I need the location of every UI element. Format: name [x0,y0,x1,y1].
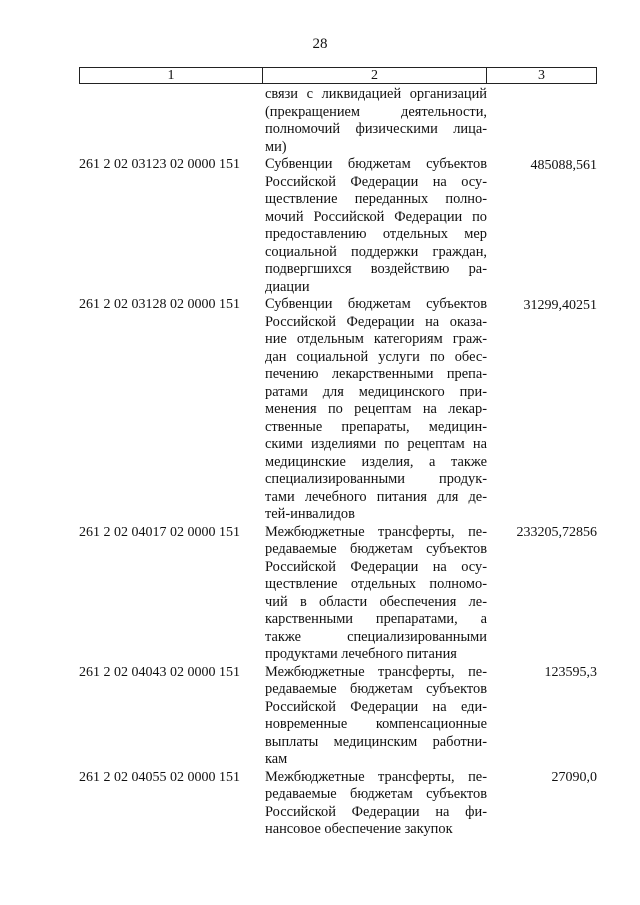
description-line: ратами для медицинского при- [265,383,487,400]
description-line: медицинские изделия, а также [265,453,487,470]
description-line: Субвенции бюджетам субъектов [265,156,487,172]
description-line: Субвенции бюджетам субъектов [265,296,487,312]
row-amount: 31299,40251 [523,297,597,313]
description-line: полномочий физическими лица- [265,121,487,137]
description-line: Межбюджетные трансферты, пе- [265,663,487,680]
description-line: Российской Федерации на фи- [265,803,487,820]
table-row [79,769,597,839]
budget-code: 261 2 02 03123 02 0000 151 [79,157,240,172]
description-line: диации [265,278,310,295]
description-line: продуктами лечебного питания [265,646,457,662]
row-description [265,296,487,524]
description-line: редаваемые бюджетам субъектов [265,541,487,557]
row-amount: 27090,0 [551,770,597,785]
description-line: также специализированными [265,628,487,645]
table-header [79,67,597,84]
row-description [265,664,487,769]
description-line: Российской Федерации на оказа- [265,313,487,330]
column-header-1: 1 [80,68,263,83]
row-amount: 485088,561 [530,157,597,173]
description-line: (прекращением деятельности, [265,103,487,120]
budget-code: 261 2 02 04043 02 0000 151 [79,664,240,680]
description-line: нансовое обеспечение закупок [265,821,453,837]
description-line: редаваемые бюджетам субъектов [265,681,487,697]
description-line: ществление переданных полно- [265,191,487,207]
description-line: Российской Федерации на еди- [265,698,487,715]
column-header-2: 2 [263,68,487,83]
budget-table-body [79,86,597,839]
description-line: Российской Федерации на осу- [265,173,487,190]
description-line: карственными препаратами, а [265,611,487,627]
description-line: выплаты медицинским работни- [265,733,487,750]
description-line: предоставлению отдельных мер [265,226,487,242]
row-amount: 123595,3 [544,665,597,680]
row-description [265,86,487,156]
description-line: ми) [265,138,287,155]
description-line: ществление отдельных полномо- [265,576,487,592]
page-number: 28 [312,36,328,52]
description-line: печению лекарственными препа- [265,366,487,382]
budget-code: 261 2 02 04017 02 0000 151 [79,524,240,540]
description-line: мочий Российской Федерации по [265,208,487,225]
budget-code: 261 2 02 03128 02 0000 151 [79,297,240,312]
description-line: тей-инвалидов [265,506,355,522]
description-line: подвергшихся воздействию ра- [265,261,487,277]
description-line: специализированными продук- [265,471,487,487]
description-line: ние отдельным категориям граж- [265,331,487,347]
row-amount: 233205,72856 [516,525,597,540]
description-line: Межбюджетные трансферты, пе- [265,768,487,785]
description-line: социальной поддержки граждан, [265,243,487,260]
description-line: менения по рецептам на лекар- [265,401,487,417]
description-line: чий в области обеспечения ле- [265,593,487,610]
row-description [265,769,487,839]
description-line: новременные компенсационные [265,716,487,732]
column-header-3: 3 [538,68,545,83]
description-line: скими изделиями по рецептам на [265,436,487,452]
budget-code: 261 2 02 04055 02 0000 151 [79,769,240,785]
description-line: ственные препараты, медицин- [265,418,487,435]
description-line: Межбюджетные трансферты, пе- [265,523,487,540]
description-line: тами лечебного питания для де- [265,488,487,505]
description-line: Российской Федерации на осу- [265,558,487,575]
description-line: кам [265,751,288,767]
row-description [265,156,487,296]
description-line: связи с ликвидацией организаций [265,86,487,102]
row-description [265,524,487,664]
description-line: редаваемые бюджетам субъектов [265,786,487,802]
description-line: дан социальной услуги по обес- [265,348,487,365]
